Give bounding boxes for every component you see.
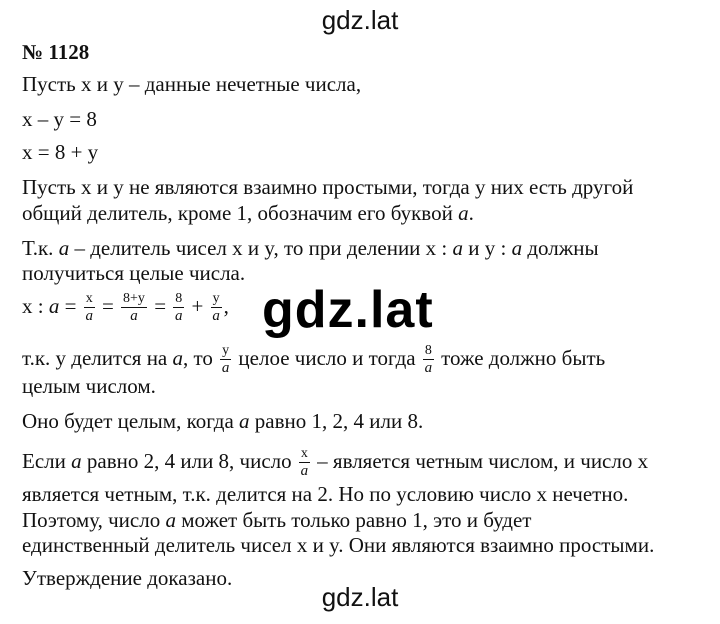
numerator: x xyxy=(85,291,93,306)
text-segment: Если xyxy=(22,448,72,473)
text-segment: тоже должно быть xyxy=(435,345,606,370)
variable: a xyxy=(172,345,183,370)
variable: a xyxy=(239,409,250,433)
text-line xyxy=(22,510,531,531)
watermark-top: gdz.lat xyxy=(321,5,399,35)
text-line: является четным, т.к. делится на 2. Но по условию число x нечетно. xyxy=(22,482,629,506)
numerator: 8+y xyxy=(123,291,145,306)
numerator: 8 xyxy=(175,291,183,306)
text-line: Пусть x и y не являются взаимно простыми, тогда у них есть другой xyxy=(22,175,634,199)
fraction xyxy=(299,447,310,479)
formula-line xyxy=(22,292,229,324)
fraction xyxy=(121,292,147,324)
text-segment: равно 1, 2, 4 или 8. xyxy=(249,409,424,433)
denominator: a xyxy=(85,308,93,324)
text-segment: . xyxy=(468,201,474,225)
text-segment: общий делитель, кроме 1, обозначим его буквой xyxy=(22,201,459,225)
text-segment: – делитель чисел x и y, то при делении x : xyxy=(69,236,453,260)
text-line xyxy=(22,344,605,376)
variable: a xyxy=(458,201,469,225)
variable: a xyxy=(48,293,60,318)
numerator: y xyxy=(222,343,230,358)
text-line: целым числом. xyxy=(22,374,156,398)
text-line: Пусть x и y – данные нечетные числа, xyxy=(22,72,362,96)
text-line: получиться целые числа. xyxy=(22,261,246,285)
fraction xyxy=(173,292,184,324)
variable: a xyxy=(71,448,82,473)
numerator: 8 xyxy=(424,343,432,358)
fraction xyxy=(220,344,231,376)
text-segment: Поэтому, число xyxy=(22,508,166,532)
text-segment: = xyxy=(154,293,172,318)
numerator: y xyxy=(212,291,220,306)
denominator: a xyxy=(221,360,230,376)
text-segment: , то xyxy=(183,345,219,370)
variable: a xyxy=(58,236,70,260)
text-segment: целое число и тогда xyxy=(233,345,421,370)
denominator: a xyxy=(175,308,183,324)
fraction xyxy=(211,292,222,324)
text-segment: , xyxy=(223,293,229,318)
equation-line: x – y = 8 xyxy=(22,107,97,131)
text-segment: – является четным числом, и число x xyxy=(311,448,649,473)
watermark-center: gdz.lat xyxy=(262,281,434,339)
text-segment: т.к. y делится на xyxy=(22,345,173,370)
text-segment: может быть только равно 1, это и будет xyxy=(175,508,532,532)
text-segment: должны xyxy=(522,236,599,260)
text-segment: Т.к. xyxy=(22,236,59,260)
denominator: a xyxy=(130,308,138,324)
text-segment: x : xyxy=(22,293,49,318)
fraction xyxy=(423,344,434,376)
problem-number: № 1128 xyxy=(22,40,90,64)
denominator: a xyxy=(300,463,309,479)
equation-line: x = 8 + y xyxy=(22,140,99,164)
text-line xyxy=(22,238,599,259)
text-line xyxy=(22,203,474,224)
text-segment: = xyxy=(101,293,120,318)
denominator: a xyxy=(212,308,220,324)
text-line: единственный делитель чисел x и y. Они являются взаимно простыми. xyxy=(22,533,655,557)
text-segment: Оно будет целым, когда xyxy=(22,409,240,433)
fraction xyxy=(84,292,95,324)
text-segment: = xyxy=(59,293,82,318)
variable: a xyxy=(165,508,176,532)
text-line: Утверждение доказано. xyxy=(22,566,233,590)
variable: a xyxy=(452,236,463,260)
numerator: x xyxy=(300,446,308,461)
text-line xyxy=(22,447,648,479)
denominator: a xyxy=(424,360,433,376)
watermark-bottom: gdz.lat xyxy=(321,582,399,612)
text-segment: и y : xyxy=(463,236,512,260)
text-segment: + xyxy=(191,293,209,318)
text-segment: равно 2, 4 или 8, число xyxy=(81,448,297,473)
variable: a xyxy=(511,236,523,260)
text-line xyxy=(22,411,423,432)
